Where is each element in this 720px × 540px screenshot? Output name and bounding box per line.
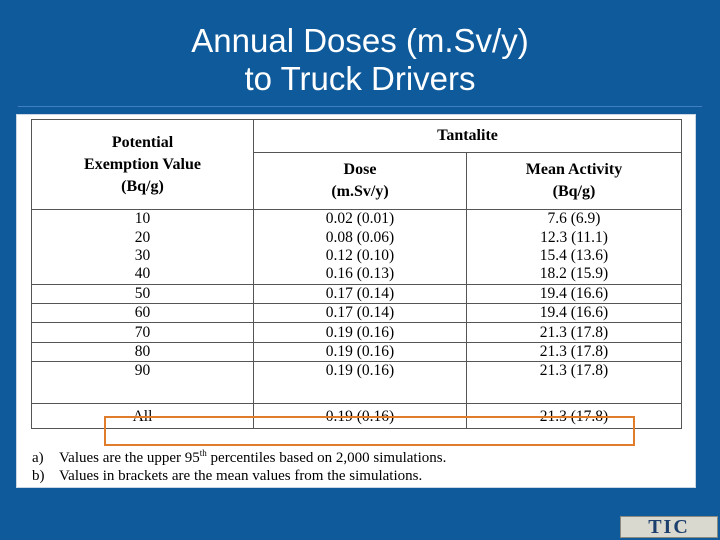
table-panel bbox=[16, 114, 696, 488]
tic-logo: TIC bbox=[620, 516, 718, 538]
title-line-1: Annual Doses (m.Sv/y) bbox=[191, 22, 529, 59]
exemption-value-cell: 70 bbox=[32, 323, 254, 342]
table-row bbox=[32, 247, 682, 265]
tantalite-header: Tantalite bbox=[254, 120, 682, 153]
activity-cell: 21.3 (17.8) bbox=[467, 323, 682, 342]
activity-cell: 7.6 (6.9) bbox=[467, 210, 682, 229]
activity-cell: 18.2 (15.9) bbox=[467, 265, 682, 284]
table-row bbox=[32, 323, 682, 342]
dose-header: Dose (m.Sv/y) bbox=[254, 153, 467, 210]
activity-cell: 21.3 (17.8) bbox=[467, 342, 682, 361]
table-row bbox=[32, 284, 682, 303]
activity-cell: 19.4 (16.6) bbox=[467, 284, 682, 303]
dose-cell: 0.08 (0.06) bbox=[254, 228, 467, 246]
doses-table bbox=[31, 119, 682, 429]
exemption-value-cell: 30 bbox=[32, 247, 254, 265]
table-row bbox=[32, 210, 682, 229]
exemption-value-cell: 20 bbox=[32, 228, 254, 246]
footnote-a: a) Values are the upper 95th percentiles based on 2,000 simulations. bbox=[32, 448, 447, 466]
activity-cell: 21.3 (17.8) bbox=[467, 362, 682, 381]
table-row bbox=[32, 265, 682, 284]
dose-cell: 0.17 (0.14) bbox=[254, 303, 467, 322]
table-row bbox=[32, 342, 682, 361]
activity-cell: 21.3 (17.8) bbox=[467, 403, 682, 428]
exemption-value-cell: 90 bbox=[32, 362, 254, 381]
title-line-2: to Truck Drivers bbox=[244, 60, 476, 97]
blank-row bbox=[32, 381, 682, 404]
dose-cell: 0.17 (0.14) bbox=[254, 284, 467, 303]
exemption-value-cell: 50 bbox=[32, 284, 254, 303]
activity-cell: 12.3 (11.1) bbox=[467, 228, 682, 246]
dose-cell: 0.19 (0.16) bbox=[254, 342, 467, 361]
exemption-value-cell: 40 bbox=[32, 265, 254, 284]
title-divider bbox=[18, 106, 702, 107]
exemption-value-cell: 80 bbox=[32, 342, 254, 361]
table-footnotes bbox=[32, 449, 682, 485]
dose-cell: 0.12 (0.10) bbox=[254, 247, 467, 265]
mean-activity-header: Mean Activity (Bq/g) bbox=[467, 153, 682, 210]
footnote-b: b) Values in brackets are the mean values from the simulations. bbox=[32, 468, 423, 484]
dose-cell: 0.19 (0.16) bbox=[254, 403, 467, 428]
dose-cell: 0.19 (0.16) bbox=[254, 362, 467, 381]
dose-cell: 0.19 (0.16) bbox=[254, 323, 467, 342]
exemption-value-cell: All bbox=[32, 403, 254, 428]
exemption-value-header: Potential Exemption Value (Bq/g) bbox=[32, 120, 254, 210]
table-row bbox=[32, 228, 682, 246]
slide-title bbox=[0, 22, 720, 98]
dose-cell: 0.16 (0.13) bbox=[254, 265, 467, 284]
exemption-value-cell: 10 bbox=[32, 210, 254, 229]
dose-cell: 0.02 (0.01) bbox=[254, 210, 467, 229]
all-values-row bbox=[32, 403, 682, 428]
exemption-value-cell: 60 bbox=[32, 303, 254, 322]
table-row bbox=[32, 362, 682, 381]
activity-cell: 19.4 (16.6) bbox=[467, 303, 682, 322]
table-row bbox=[32, 303, 682, 322]
activity-cell: 15.4 (13.6) bbox=[467, 247, 682, 265]
